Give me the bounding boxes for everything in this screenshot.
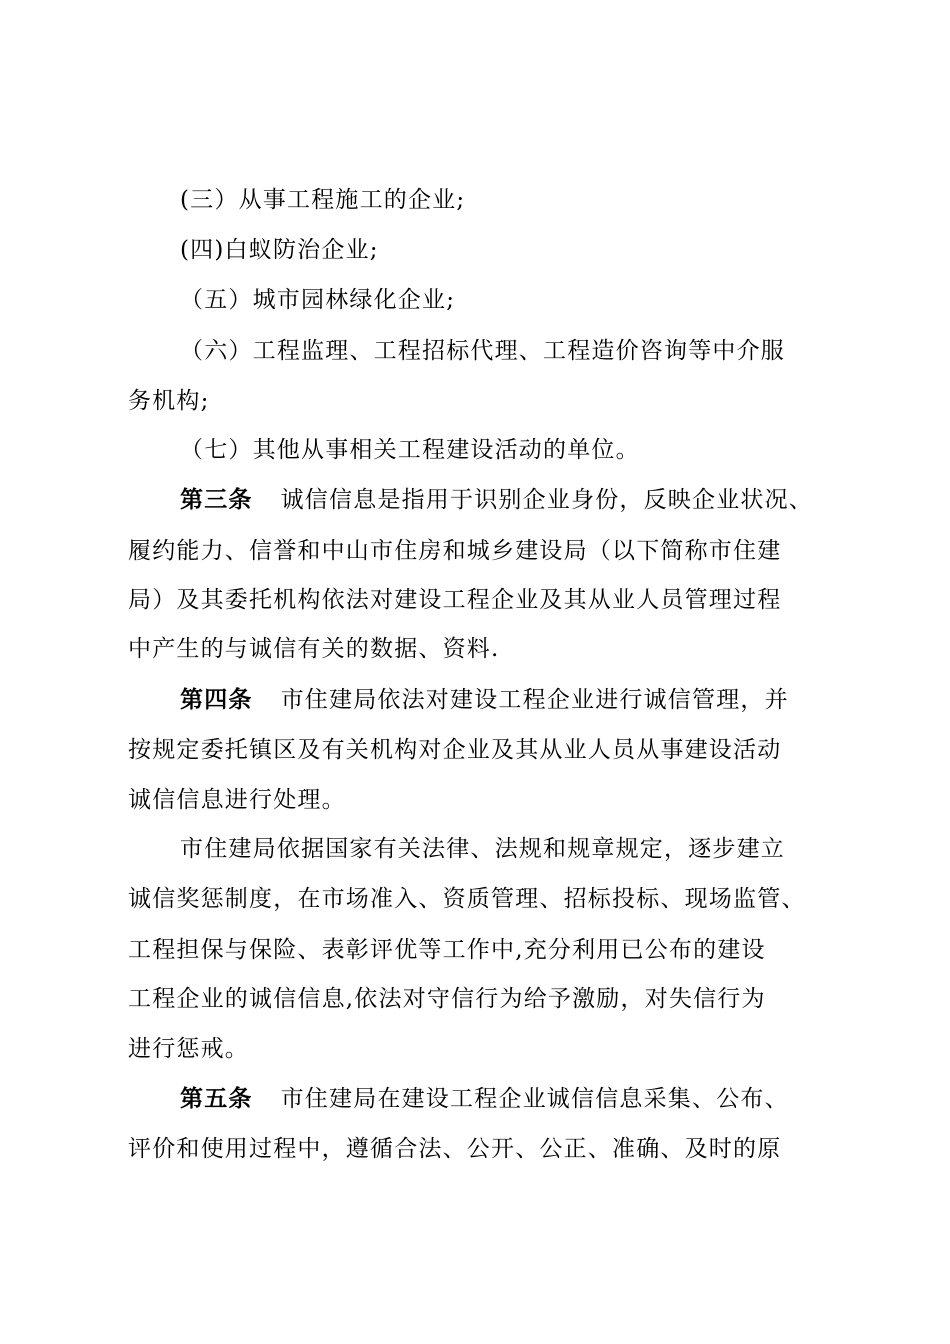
article-4-paragraph-2-line: 工程企业的诚信信息,依法对守信行为给予激励，对失信行为 [128, 986, 766, 1012]
article-4-paragraph-2-line: 市住建局依据国家有关法律、法规和规章规定，逐步建立 [180, 836, 785, 862]
list-item-6-continued: 务机构; [128, 388, 210, 414]
article-3-line: 中产生的与诚信有关的数据、资料. [128, 636, 500, 662]
article-3-line: 履约能力、信誉和中山市住房和城乡建设局（以下简称市住建 [128, 538, 782, 564]
list-item-7: （七）其他从事相关工程建设活动的单位。 [180, 437, 640, 463]
article-4-line: 按规定委托镇区及有关机构对企业及其从业人员从事建设活动 [128, 737, 782, 763]
article-4-heading: 第四条 [180, 686, 253, 713]
article-4-first-line [180, 685, 789, 715]
article-4-text: 市住建局依法对建设工程企业进行诚信管理，并 [280, 687, 789, 713]
article-3-first-line [180, 485, 813, 515]
article-5-line: 评价和使用过程中，遵循合法、公开、公正、准确、及时的原 [128, 1136, 782, 1162]
article-5-first-line [180, 1084, 789, 1114]
article-4-paragraph-2-line: 诚信奖惩制度，在市场准入、资质管理、招标投标、现场监管、 [128, 886, 806, 912]
article-3-line: 局）及其委托机构依法对建设工程企业及其从业人员管理过程 [128, 587, 782, 613]
article-5-heading: 第五条 [180, 1085, 253, 1112]
list-item-4: (四)白蚁防治企业; [180, 237, 379, 263]
article-4-paragraph-2-line: 工程担保与保险、表彰评优等工作中,充分利用已公布的建设 [128, 937, 766, 963]
list-item-6: （六）工程监理、工程招标代理、工程造价咨询等中介服 [180, 338, 785, 364]
list-item-5: （五）城市园林绿化企业; [180, 287, 456, 313]
article-4-paragraph-2-line: 进行惩戒。 [128, 1036, 249, 1062]
article-3-heading: 第三条 [180, 486, 253, 513]
article-4-line: 诚信信息进行处理。 [128, 787, 346, 813]
article-5-text: 市住建局在建设工程企业诚信信息采集、公布、 [280, 1086, 789, 1112]
list-item-3: (三）从事工程施工的企业; [180, 187, 466, 213]
article-3-text: 诚信信息是指用于识别企业身份，反映企业状况、 [280, 487, 814, 513]
